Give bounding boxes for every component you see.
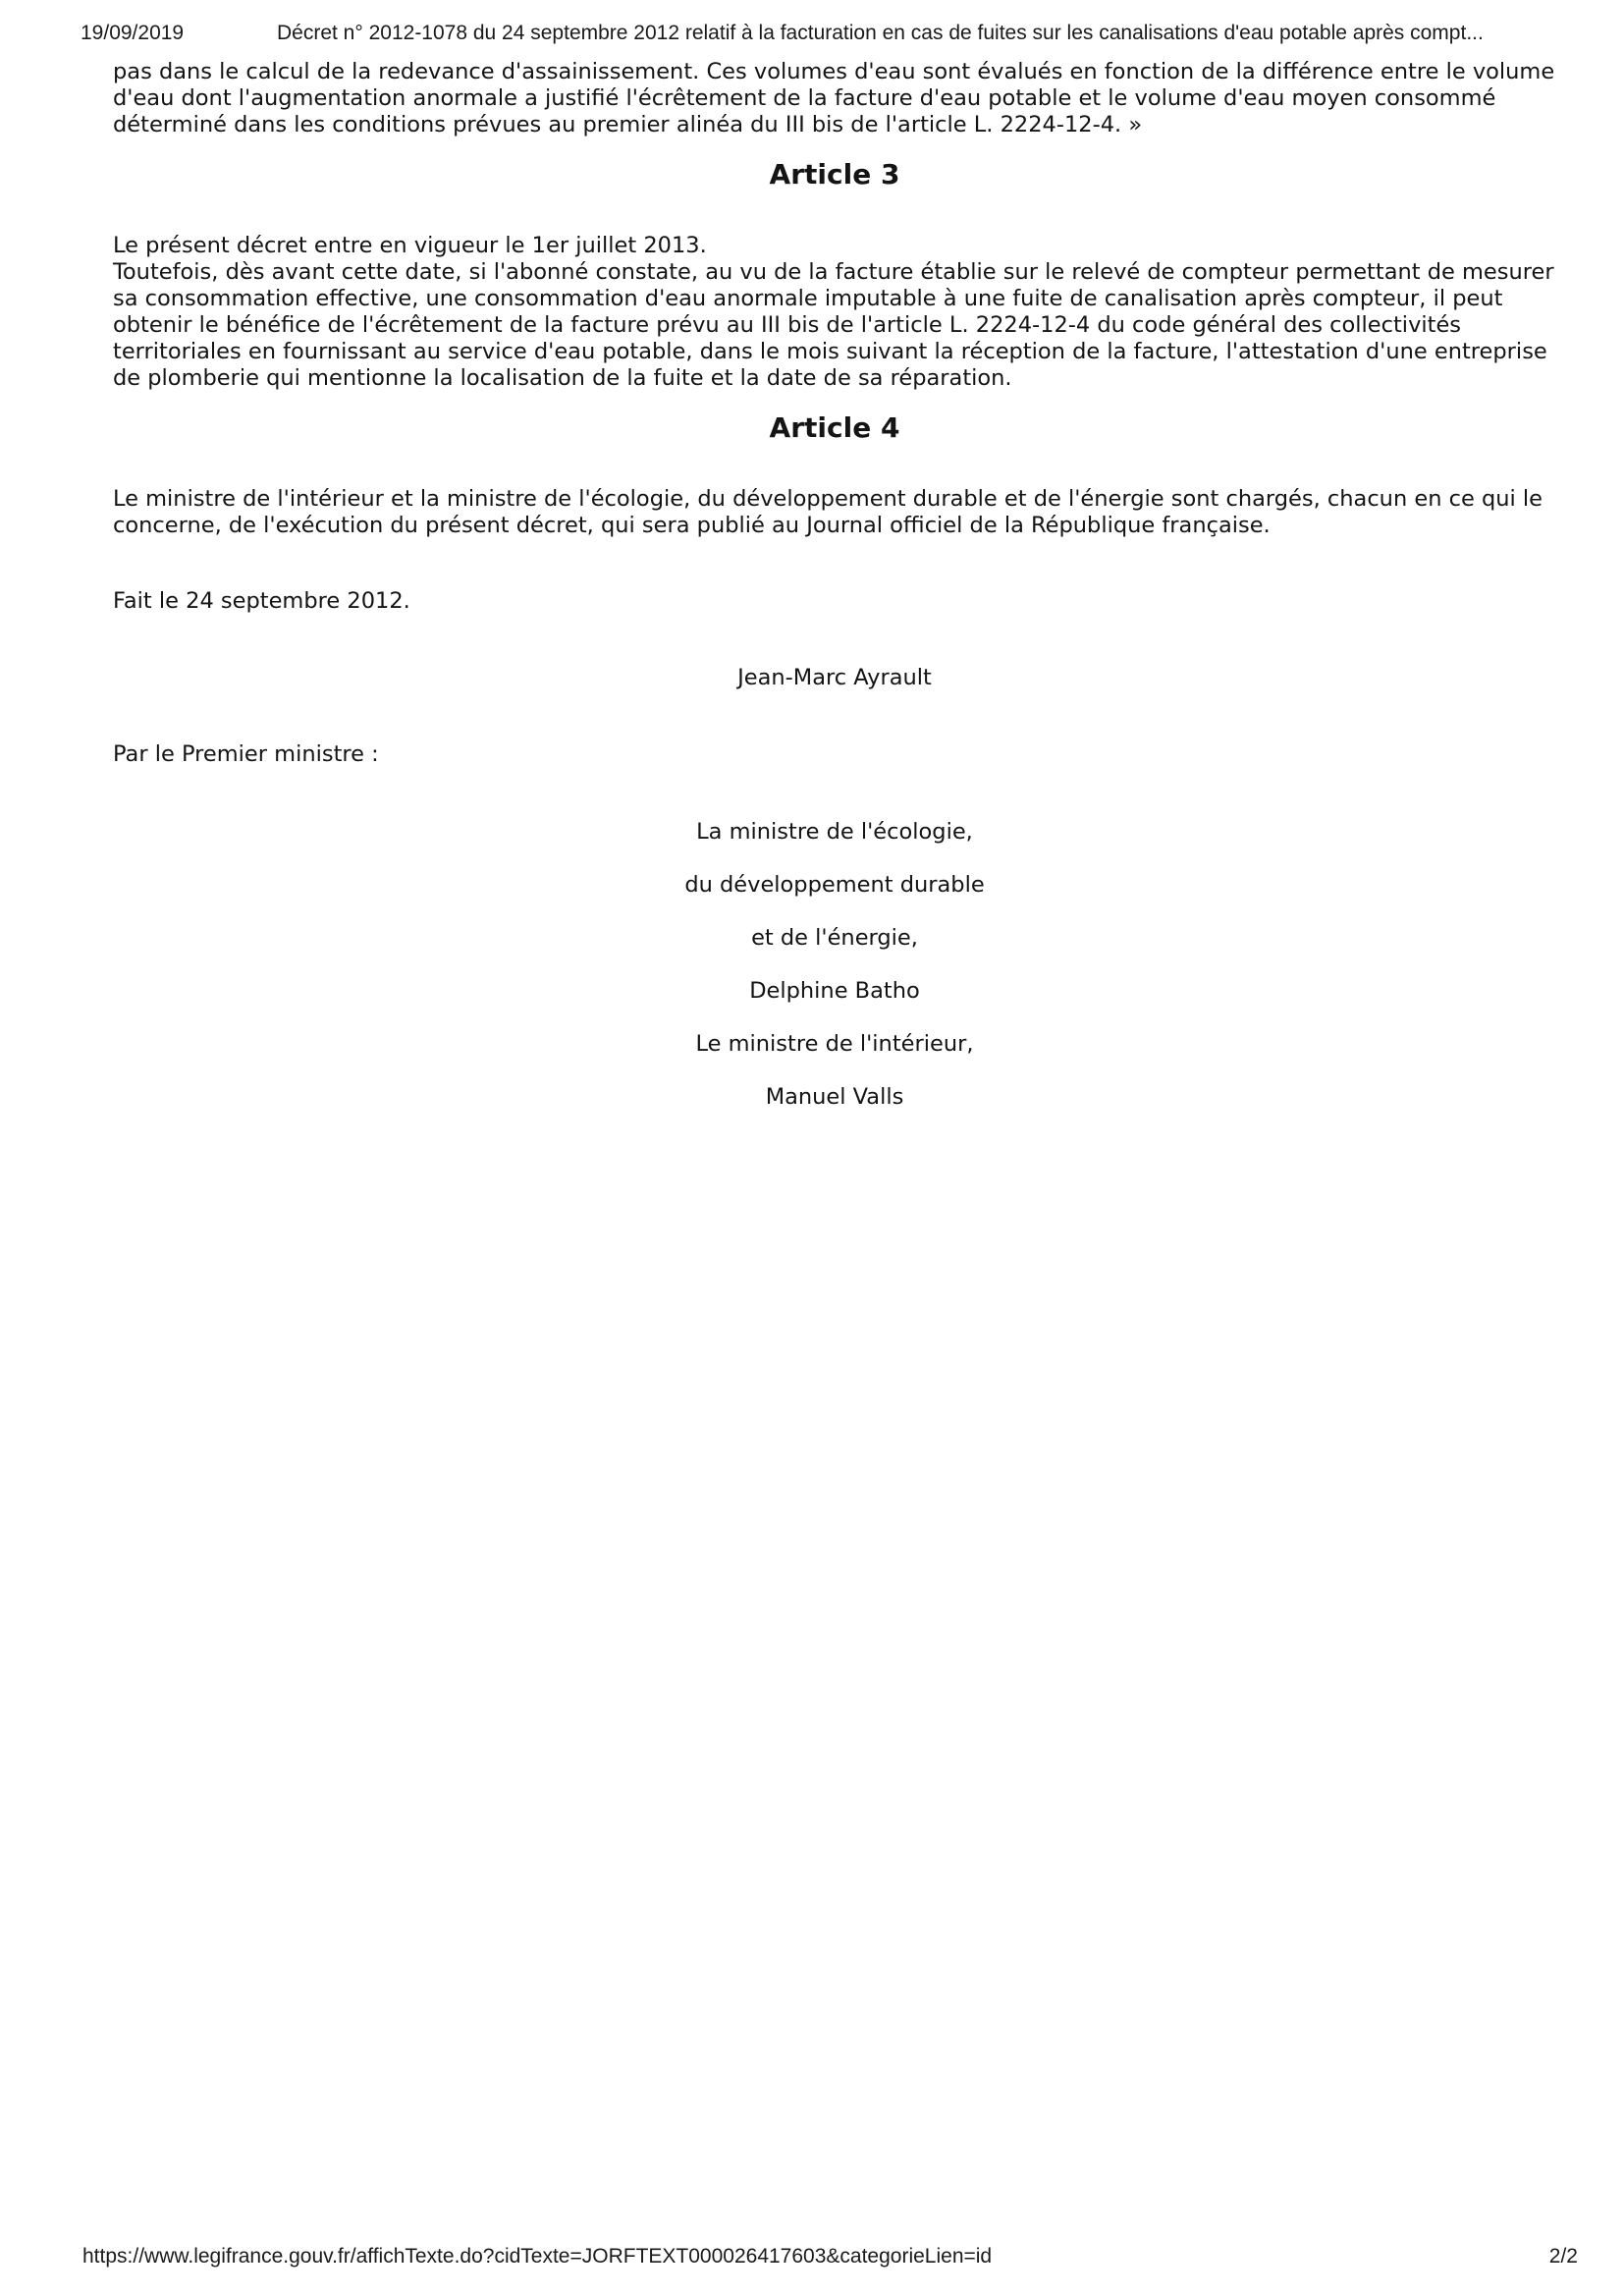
countersign-line: La ministre de l'écologie, xyxy=(696,819,973,845)
countersign-line: Le ministre de l'intérieur, xyxy=(695,1031,974,1057)
page-url: https://www.legifrance.gouv.fr/affichTexte.do?cidTexte=JORFTEXT000026417603&categorieLien=id xyxy=(82,2245,993,2268)
document-title: Décret n° 2012-1078 du 24 septembre 2012 relatif à la facturation en cas de fuites sur les canalisations d'eau potable après compt... xyxy=(277,22,1484,44)
countersign-name: Manuel Valls xyxy=(765,1084,904,1110)
article-3-line-1: Le présent décret entre en vigueur le 1er juillet 2013. xyxy=(113,233,707,258)
article-4-heading: Article 4 xyxy=(769,411,900,444)
article-3-heading: Article 3 xyxy=(769,158,900,191)
countersign-line: et de l'énergie, xyxy=(751,925,918,951)
print-date: 19/09/2019 xyxy=(81,22,185,44)
intro-paragraph: pas dans le calcul de la redevance d'assainissement. Ces volumes d'eau sont évalués en fonction de la différence entre le volume d'eau dont l'augmentation anormale a justifié l'écrêtement de la facture d'eau potable et le volume d'eau moyen consommé déterminé dans les conditions prévues au premier alinéa du III bis de l'article L. 2224-12-4. » xyxy=(113,59,1555,137)
article-3-paragraph: Toutefois, dès avant cette date, si l'abonné constate, au vu de la facture établie sur le relevé de compteur permettant de mesurer sa consommation effective, une consommation d'eau anormale imputable à une fuite de canalisation après compteur, il peut obtenir le bénéfice de l'écrêtement de la facture prévu au III bis de l'article L. 2224-12-4 du code général des collectivités territoriales en fournissant au service d'eau potable, dans le mois suivant la réception de la facture, l'attestation d'une entreprise de plomberie qui mentionne la localisation de la fuite et la date de sa réparation. xyxy=(113,259,1554,391)
document-body xyxy=(113,59,1556,1111)
print-header xyxy=(0,22,1624,51)
countersign-line: du développement durable xyxy=(684,872,985,898)
par-le-premier-ministre: Par le Premier ministre : xyxy=(113,741,379,767)
signatory-name: Jean-Marc Ayrault xyxy=(737,665,932,690)
article-4-paragraph: Le ministre de l'intérieur et la ministre de l'écologie, du développement durable et de l'énergie sont chargés, chacun en ce qui le concerne, de l'exécution du présent décret, qui sera publié au Journal officiel de la République française. xyxy=(113,486,1543,538)
print-footer xyxy=(0,2245,1624,2274)
fait-le-date: Fait le 24 septembre 2012. xyxy=(113,588,410,614)
page-number: 2/2 xyxy=(1548,2245,1578,2268)
countersign-name: Delphine Batho xyxy=(749,978,920,1004)
countersignatures xyxy=(113,819,1556,1111)
